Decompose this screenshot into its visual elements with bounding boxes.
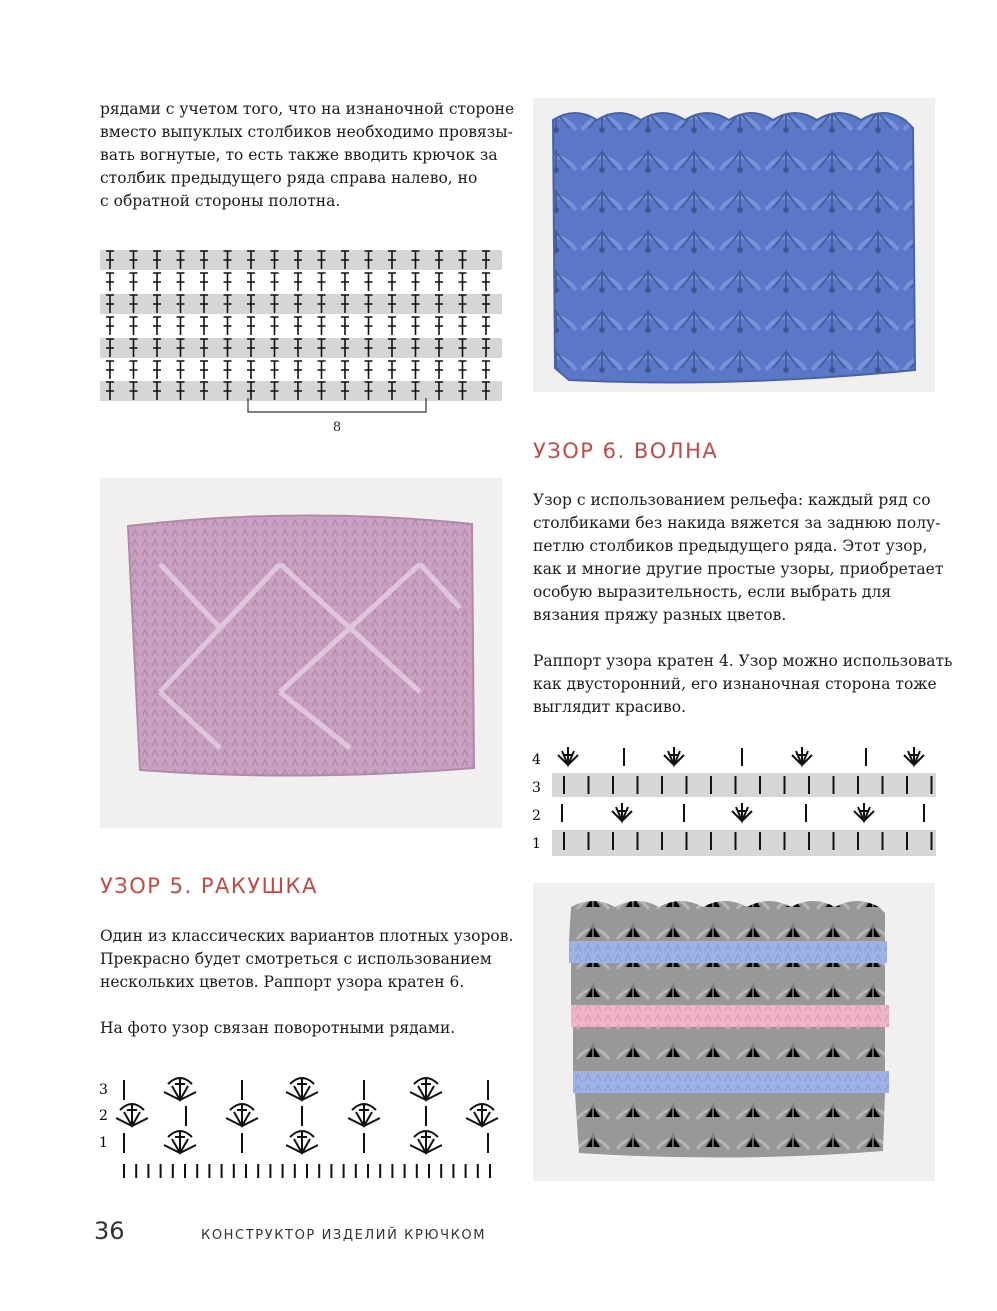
double-crochet-symbol bbox=[200, 317, 208, 335]
page-number: 36 bbox=[94, 1217, 125, 1245]
double-crochet-symbol bbox=[106, 361, 114, 379]
double-crochet-symbol bbox=[318, 361, 326, 379]
pattern6-line: как двусторонний, его изнаночная сторона тоже bbox=[533, 675, 937, 693]
double-crochet-symbol bbox=[365, 317, 373, 335]
shell-pattern-chart bbox=[96, 1072, 506, 1182]
shell-fan-symbol bbox=[226, 1104, 258, 1126]
shell-fan-symbol bbox=[348, 1104, 380, 1126]
double-crochet-symbol bbox=[224, 361, 232, 379]
double-crochet-symbol bbox=[412, 361, 420, 379]
relief-pattern-chart bbox=[100, 250, 502, 440]
double-crochet-symbol bbox=[435, 317, 443, 335]
double-crochet-symbol bbox=[247, 317, 255, 335]
shell-fan-symbol bbox=[854, 803, 874, 821]
double-crochet-symbol bbox=[200, 361, 208, 379]
blue-swatch-photo bbox=[533, 98, 935, 392]
double-crochet-symbol bbox=[271, 361, 279, 379]
double-crochet-symbol bbox=[294, 273, 302, 291]
pink-swatch-image bbox=[100, 478, 502, 828]
double-crochet-symbol bbox=[271, 273, 279, 291]
double-crochet-symbol bbox=[412, 273, 420, 291]
double-crochet-symbol bbox=[482, 317, 490, 335]
double-crochet-symbol bbox=[388, 273, 396, 291]
double-crochet-symbol bbox=[224, 317, 232, 335]
shell-chart-symbols bbox=[116, 1078, 498, 1178]
intro-paragraph bbox=[100, 98, 520, 213]
double-crochet-symbol bbox=[318, 317, 326, 335]
running-title: КОНСТРУКТОР ИЗДЕЛИЙ КРЮЧКОМ bbox=[201, 1228, 487, 1243]
shell-fan-symbol bbox=[164, 1078, 196, 1100]
double-crochet-symbol bbox=[459, 273, 467, 291]
pattern6-line: как и многие другие простые узоры, приобретает bbox=[533, 560, 944, 578]
double-crochet-symbol bbox=[294, 317, 302, 335]
double-crochet-symbol bbox=[130, 361, 138, 379]
pattern5-description bbox=[100, 925, 520, 1040]
double-crochet-symbol bbox=[177, 361, 185, 379]
row-number: 1 bbox=[99, 1135, 108, 1151]
pattern5-line: Прекрасно будет смотреться с использованием bbox=[100, 950, 492, 968]
pattern6-line: особую выразительность, если выбрать для bbox=[533, 583, 892, 601]
double-crochet-symbol bbox=[130, 273, 138, 291]
double-crochet-symbol bbox=[318, 273, 326, 291]
pattern5-line: На фото узор связан поворотными рядами. bbox=[100, 1019, 456, 1037]
row-number: 3 bbox=[99, 1082, 108, 1098]
shell-fan-symbol bbox=[664, 747, 684, 765]
wave-pattern-chart bbox=[528, 742, 936, 860]
shell-fan-symbol bbox=[466, 1104, 498, 1126]
shell-fan-symbol bbox=[904, 747, 924, 765]
shell-fan-symbol bbox=[732, 803, 752, 821]
row-number: 2 bbox=[99, 1108, 108, 1124]
intro-line: с обратной стороны полотна. bbox=[100, 192, 341, 210]
blue-swatch-image bbox=[533, 98, 935, 392]
shell-fan-symbol bbox=[286, 1078, 318, 1100]
intro-line: столбик предыдущего ряда справа налево, но bbox=[100, 169, 478, 187]
row-number: 1 bbox=[532, 836, 541, 852]
double-crochet-symbol bbox=[459, 317, 467, 335]
double-crochet-symbol bbox=[294, 361, 302, 379]
pattern5-line: Один из классических вариантов плотных узоров. bbox=[100, 927, 514, 945]
shell-fan-symbol bbox=[558, 747, 578, 765]
double-crochet-symbol bbox=[435, 361, 443, 379]
pattern6-line: столбиками без накида вяжется за заднюю полу- bbox=[533, 514, 941, 532]
double-crochet-symbol bbox=[106, 317, 114, 335]
shell-fan-symbol bbox=[612, 803, 632, 821]
repeat-count-label: 8 bbox=[332, 420, 342, 435]
double-crochet-symbol bbox=[341, 361, 349, 379]
double-crochet-symbol bbox=[341, 317, 349, 335]
double-crochet-symbol bbox=[153, 273, 161, 291]
pattern5-heading: УЗОР 5. РАКУШКА bbox=[100, 874, 318, 898]
double-crochet-symbol bbox=[130, 317, 138, 335]
pattern6-line: Узор с использованием рельефа: каждый ряд со bbox=[533, 491, 931, 509]
double-crochet-symbol bbox=[459, 361, 467, 379]
pattern6-line: вязания пряжу разных цветов. bbox=[533, 606, 787, 624]
double-crochet-symbol bbox=[177, 317, 185, 335]
chart-symbols bbox=[106, 251, 490, 400]
pattern6-description bbox=[533, 489, 953, 719]
pink-swatch-photo bbox=[100, 478, 502, 828]
double-crochet-symbol bbox=[200, 273, 208, 291]
row-number: 4 bbox=[532, 752, 541, 768]
double-crochet-symbol bbox=[365, 361, 373, 379]
double-crochet-symbol bbox=[247, 361, 255, 379]
intro-line: рядами с учетом того, что на изнаночной стороне bbox=[100, 100, 515, 118]
intro-line: вместо выпуклых столбиков необходимо провязы- bbox=[100, 123, 513, 141]
pattern6-heading: УЗОР 6. ВОЛНА bbox=[533, 439, 719, 463]
double-crochet-symbol bbox=[482, 273, 490, 291]
double-crochet-symbol bbox=[177, 273, 185, 291]
row-number: 2 bbox=[532, 808, 541, 824]
double-crochet-symbol bbox=[153, 361, 161, 379]
double-crochet-symbol bbox=[365, 273, 373, 291]
pattern6-line: Раппорт узора кратен 4. Узор можно использовать bbox=[533, 652, 953, 670]
double-crochet-symbol bbox=[412, 317, 420, 335]
pattern6-line: выглядит красиво. bbox=[533, 698, 687, 716]
double-crochet-symbol bbox=[271, 317, 279, 335]
pattern6-line: петлю столбиков предыдущего ряда. Этот узор, bbox=[533, 537, 928, 555]
shell-fan-symbol bbox=[792, 747, 812, 765]
yarn-stripes bbox=[569, 901, 889, 1158]
striped-swatch-photo bbox=[533, 883, 935, 1181]
double-crochet-symbol bbox=[341, 273, 349, 291]
double-crochet-symbol bbox=[388, 361, 396, 379]
pattern5-line: нескольких цветов. Раппорт узора кратен 6. bbox=[100, 973, 465, 991]
shell-fan-symbol bbox=[410, 1078, 442, 1100]
double-crochet-symbol bbox=[482, 361, 490, 379]
intro-line: вать вогнутые, то есть также вводить крючок за bbox=[100, 146, 498, 164]
double-crochet-symbol bbox=[435, 273, 443, 291]
double-crochet-symbol bbox=[247, 273, 255, 291]
striped-swatch-image bbox=[533, 883, 935, 1181]
shell-fan-symbol bbox=[164, 1131, 196, 1153]
double-crochet-symbol bbox=[153, 317, 161, 335]
double-crochet-symbol bbox=[388, 317, 396, 335]
double-crochet-symbol bbox=[106, 273, 114, 291]
shell-fan-symbol bbox=[410, 1131, 442, 1153]
double-crochet-symbol bbox=[224, 273, 232, 291]
row-number: 3 bbox=[532, 780, 541, 796]
shell-fan-symbol bbox=[286, 1131, 318, 1153]
shell-fan-symbol bbox=[116, 1104, 148, 1126]
